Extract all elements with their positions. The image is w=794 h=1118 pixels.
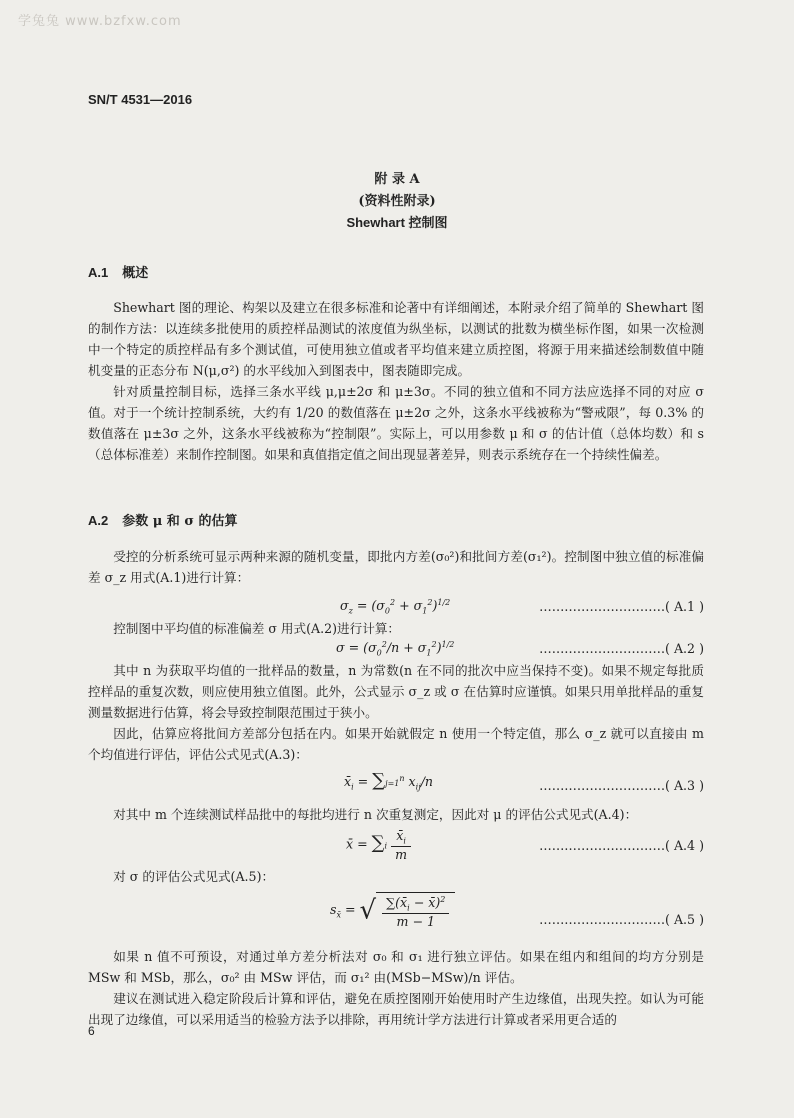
paragraph-recommendation: 建议在测试进入稳定阶段后计算和评估，避免在质控图刚开始使用时产生边缘值，出现失控。如认为可能出现了边缘值，可以采用适当的检验方法予以排除，再用统计学方法进行计算或者采用更合适的 — [88, 991, 704, 1027]
equation-number-a1: …………………………( A.1 ) — [539, 599, 704, 614]
section-title: 参数 μ 和 σ 的估算 — [122, 514, 238, 529]
paragraph-sigma-estimate: 对 σ 的评估公式见式(A.5)： — [113, 869, 275, 884]
appendix-type: (资料性附录) — [358, 194, 436, 209]
paragraph-mu-estimate: 对其中 m 个连续测试样品批中的每批均进行 n 次重复测定，因此对 μ 的评估公式见式(A.4)： — [113, 807, 638, 822]
formula-a1: $\sigma_z = (\sigma_0^2 + \sigma_1^2)^{1/2}$ — [340, 598, 451, 616]
watermark: 学兔兔 www.bzfxw.com — [18, 14, 182, 29]
document-number: SN/T 4531—2016 — [88, 92, 193, 107]
paragraph-control-limits: 针对质量控制目标，选择三条水平线 μ,μ±2σ 和 μ±3σ。不同的独立值和不同方法应选择不同的对应 σ 值。对于一个统计控制系统，大约有 1/20 的数值落在 μ±2σ 之外，这条水平线被称为“警戒限”，每 0.3% 的数值落在 μ±3σ 之外，这条水平线被称为“控制限”。实际上，可以用参数 μ 和 σ 的估计值（总体均数）和 s（总体标准差）来制作控制图。如果和真值指定值之间出现显著差异，则表示系统存在一个持续性偏差。 — [88, 384, 704, 462]
paragraph-variance-sources: 受控的分析系统可显示两种来源的随机变量，即批内方差(σ₀²)和批间方差(σ₁²)。控制图中独立值的标准偏差 σ_z 用式(A.1)进行计算： — [88, 549, 704, 585]
appendix-title: Shewhart 控制图 — [346, 215, 448, 230]
equation-number-a5: …………………………( A.5 ) — [539, 912, 704, 927]
equation-number-a2: …………………………( A.2 ) — [539, 641, 704, 656]
formula-a5: $s_{x̄}$ = √ $\frac{\sum(x̄_i - x̄)^2}{m - 1}$ — [330, 892, 455, 929]
paragraph-mean-sd: 控制图中平均值的标准偏差 σ 用式(A.2)进行计算： — [113, 621, 401, 636]
paragraph-overview: Shewhart 图的理论、构架以及建立在很多标准和论著中有详细阐述，本附录介绍了简单的 Shewhart 图的制作方法：以连续多批使用的质控样品测试的浓度值为纵坐标，以测试的批数为横坐标作图，如果一次检测中一个特定的质控样品有多个测试值，可使用独立值或者平均值来建立质控图，将源于用来描述绘制数值中随机变量的正态分布 N(μ,σ²) 的水平线加入到图表中，图表随即完成。 — [88, 300, 704, 378]
page-number: 6 — [88, 1024, 95, 1038]
formula-a4: x̄ = ∑i $\frac{x̄_i}{m}$ — [346, 828, 411, 862]
section-heading-a1 — [88, 262, 148, 281]
paragraph-between-batch: 因此，估算应将批间方差部分包括在内。如果开始就假定 n 使用一个特定值，那么 σ_z 就可以直接由 m 个均值进行评估，评估公式见式(A.3)： — [88, 726, 704, 762]
equation-number-a4: …………………………( A.4 ) — [539, 838, 704, 853]
equation-number-a3: …………………………( A.3 ) — [539, 778, 704, 793]
section-number: A.1 — [88, 265, 109, 280]
section-number: A.2 — [88, 513, 109, 528]
appendix-label: 附 录 A — [374, 172, 420, 187]
paragraph-sample-count: 其中 n 为获取平均值的一批样品的数量，n 为常数(n 在不同的批次中应当保持不变)。如果不规定每批质控样品的重复次数，则应使用独立值图。此外，公式显示 σ_z 或 σ 在估算时应谨慎。如果只用单批样品的重复测量数据进行估算，将会导致控制限范围过于狭小。 — [88, 663, 704, 720]
formula-a3: $x̄_i = \sum j=1^n$ $x_{ij}/n$ — [344, 770, 434, 792]
formula-a2: $\sigma = (\sigma_0^2/n + \sigma_1^2)^{1/2}$ — [336, 640, 455, 658]
paragraph-anova: 如果 n 值不可预设，对通过单方差分析法对 σ₀ 和 σ₁ 进行独立评估。如果在组内和组间的均方分别是 MSw 和 MSb，那么，σ₀² 由 MSw 评估，而 σ₁² 由(MSb−MSw)/n 评估。 — [88, 949, 704, 985]
section-heading-a2 — [88, 510, 237, 529]
section-title: 概述 — [122, 266, 149, 281]
